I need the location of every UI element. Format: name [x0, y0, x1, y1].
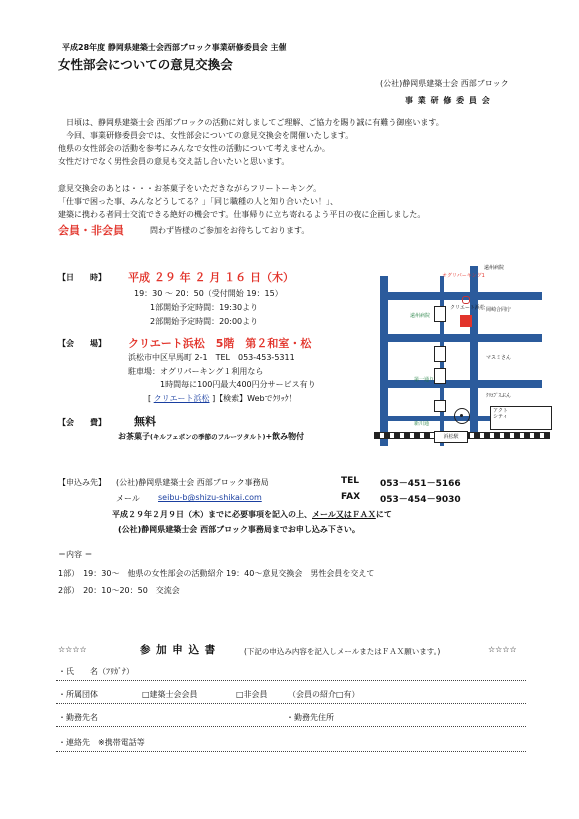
mail-link[interactable]: seibu-b@shizu-shikai.com — [158, 493, 262, 502]
org-field[interactable] — [56, 703, 526, 704]
map-label-mass: マスミさん — [486, 355, 512, 361]
fee-label: 【会 費】 — [58, 418, 106, 427]
intro-line: 他県の女性部会の活動を参考にみんなで女性の活動について考えませんか。 — [58, 144, 330, 153]
venue-name: クリエート浜松 5階 第２和室・松 — [128, 337, 312, 350]
parking-info: 駐車場：オグリパーキング１利用なら — [128, 367, 264, 376]
part1-time: 1部開始予定時間：19:30より — [150, 303, 259, 312]
map-landmark-dot — [460, 414, 463, 417]
map-box — [434, 346, 446, 362]
form-title: 参 加 申 込 書 — [140, 644, 217, 656]
deadline-line — [112, 509, 392, 520]
application-label: 【申込み先】 — [58, 478, 106, 487]
form-stars-right: ☆☆☆☆ — [488, 645, 517, 654]
fax-label: FAX — [341, 492, 361, 502]
members-label: 会員・非会員 — [58, 224, 124, 237]
event-date: 平成 ２９ 年 ２ 月 １６ 日（木） — [128, 271, 294, 284]
map-box — [434, 368, 446, 384]
venue-map — [374, 262, 550, 454]
nonmember-checkbox[interactable]: □非会員 — [236, 690, 268, 699]
work-address-label: ・勤務先住所 — [286, 713, 334, 722]
content-part2: 2部） 20：10～20：50 交流会 — [58, 586, 180, 595]
content-heading: ＝内容 ＝ — [58, 550, 93, 559]
map-marker — [462, 296, 470, 304]
members-text: 問わず皆様のご参加をお待ちしております。 — [150, 226, 310, 235]
map-label-ogri: オグリパーキング1 — [442, 273, 485, 279]
map-label-hospital2: 遠州病院 — [410, 313, 431, 319]
intro-line: 日頃は、静岡県建築士会 西部ブロックの活動に対しましてご理解、ご協力を賜り誠に有難う御座います。 — [66, 118, 444, 127]
search-hint — [148, 393, 297, 404]
intro-line: 建築に携わる者同士交流できる絶好の機会です。仕事帰りに立ち寄れるよう平日の夜に企画しました。 — [58, 210, 426, 219]
organizer-line: 平成28年度 静岡県建築士会西部ブロック事業研修委員会 主催 — [62, 43, 287, 52]
org-field-label: ・所属団体 — [58, 690, 98, 699]
map-label-first: 第一通り — [414, 377, 435, 383]
deadline-method: メール又はＦＡＸ — [312, 510, 376, 519]
form-note: (下記の申込み内容を記入しメールまたはＦＡＸ願います。) — [244, 647, 441, 656]
contact-label: ・連絡先 ※携帯電話等 — [58, 738, 145, 747]
page-title: 女性部会についての意見交換会 — [58, 57, 233, 72]
map-label-crepe: ｸﾘｴﾌﾞｽぶん — [486, 393, 512, 399]
form-stars-left: ☆☆☆☆ — [58, 645, 87, 654]
map-label-create: クリエート浜松 — [450, 305, 485, 311]
application-org: (公社)静岡県建築士会 西部ブロック事務局 — [116, 478, 269, 487]
member-checkbox[interactable]: □建築士会会員 — [142, 690, 198, 699]
map-box — [434, 306, 446, 322]
tel-number: 053－451－5166 — [380, 479, 461, 489]
committee-name: 事 業 研 修 委 員 会 — [405, 96, 491, 105]
intro-line: 女性だけでなく男性会員の意見も交え話し合いたいと思います。 — [58, 157, 290, 166]
event-time: 19：30 ～ 20：50（受付開始 19：15） — [134, 289, 283, 298]
map-label-hospital: 遠州病院 — [484, 265, 505, 271]
venue-marker — [460, 315, 472, 327]
intro-line: 意見交換会のあとは・・・お茶菓子をいただきながらフリートーキング。 — [58, 184, 322, 193]
deadline-line2: (公社)静岡県建築士会 西部ブロック事務局までお申し込み下さい。 — [118, 525, 360, 534]
deadline-text: 平成２９年２月９日（木）までに必要事項を記入の上、 — [112, 510, 312, 519]
venue-search-link[interactable]: クリエート浜松 — [153, 394, 210, 403]
snacks: お茶菓子 — [118, 432, 150, 441]
intro-line: 「仕事で困った事、みんなどうしてる？」「同じ職種の人と知り合いたい！」、 — [58, 197, 338, 206]
snacks-detail: (キルフェボンの季節のフルーツタルト) — [150, 433, 266, 441]
snacks-line — [118, 431, 304, 442]
venue-label: 【会 場】 — [58, 339, 106, 348]
map-label-gov: 岡崎合同庁 — [486, 307, 512, 313]
work-field[interactable] — [56, 726, 526, 727]
mail-label: メール — [116, 494, 140, 503]
name-field[interactable] — [56, 680, 526, 681]
drinks: +飲み物付 — [265, 432, 305, 441]
name-field-label: ・氏 名（ﾌﾘｶﾞﾅ） — [58, 667, 134, 676]
fee-value: 無料 — [134, 415, 156, 428]
deadline-post: にて — [375, 510, 392, 519]
tel-label: TEL — [341, 476, 360, 486]
map-road — [382, 380, 542, 388]
fax-number: 053－454－9030 — [380, 495, 461, 505]
map-road — [382, 334, 542, 342]
part2-time: 2部開始予定時間：20:00より — [150, 317, 259, 326]
map-box — [434, 400, 446, 412]
date-label: 【日 時】 — [58, 273, 106, 282]
contact-field[interactable] — [56, 751, 526, 752]
intro-line: 今回、事業研修委員会では、女性部会についての意見交換会を開催いたします。 — [66, 131, 354, 140]
search-suffix: ]【検索】Webでｸﾘｯｸ！ — [212, 394, 297, 403]
referral-checkbox[interactable]: （会員の紹介□有） — [288, 690, 360, 699]
map-label-shinkawa: 新川通 — [414, 421, 430, 427]
org-name: (公社)静岡県建築士会 西部ブロック — [380, 79, 509, 88]
work-name-label: ・勤務先名 — [58, 713, 98, 722]
map-label-station: 浜松駅 — [434, 431, 468, 443]
map-label-act: アクト シティ — [490, 406, 552, 430]
venue-address: 浜松市中区早馬町 2-1 TEL 053-453-5311 — [128, 353, 295, 362]
parking-service: 1時間毎に100円最大400円分サービス有り — [160, 380, 316, 389]
search-bracket: [ — [148, 394, 152, 403]
content-part1: 1部） 19：30～ 他県の女性部会の活動紹介 19：40～意見交換会 男性会員を交えて — [58, 569, 375, 578]
